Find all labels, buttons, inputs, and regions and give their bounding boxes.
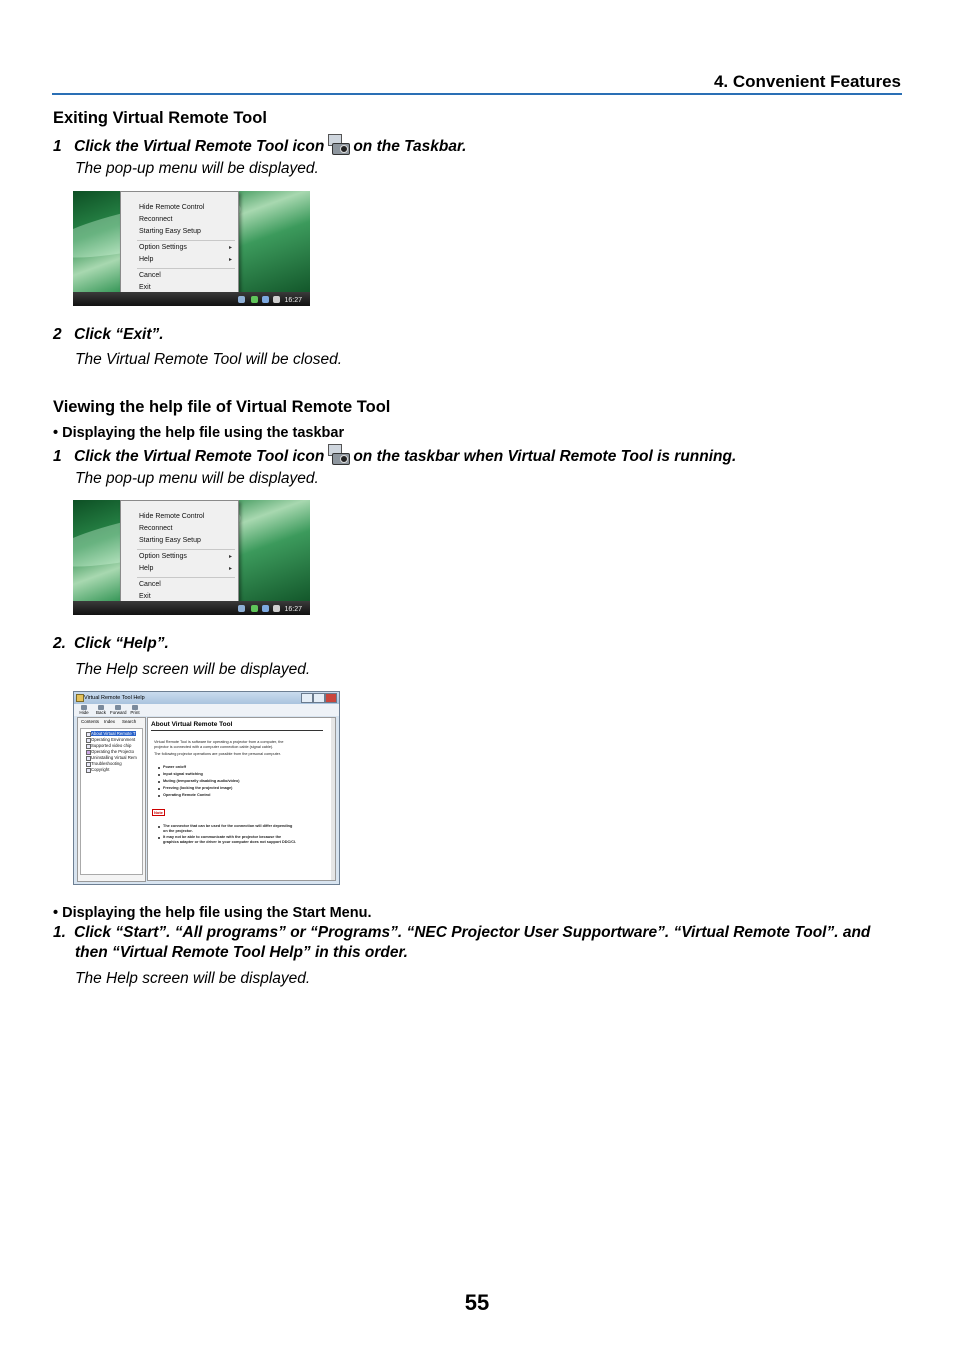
maximize-icon[interactable] [313, 693, 325, 703]
menu-item-starting-easy-setup[interactable]: Starting Easy Setup [139, 537, 201, 544]
exiting-step-1-result: The pop-up menu will be displayed. [75, 160, 319, 177]
help-note-item: on the projector. [163, 829, 193, 833]
tray-icon [251, 296, 258, 303]
forward-button[interactable]: Forward [110, 705, 126, 715]
menu-item-hide-remote-control[interactable]: Hide Remote Control [139, 204, 205, 211]
exiting-step-2 [53, 326, 164, 344]
hide-button[interactable]: Hide [76, 705, 92, 715]
tree-item[interactable]: Copyright [91, 767, 110, 772]
submenu-arrow-icon: ▸ [228, 566, 232, 572]
menu-item-help[interactable]: Help [139, 256, 154, 263]
taskbar [73, 601, 310, 615]
tree-item[interactable]: Supported video chip [91, 743, 132, 748]
help-navigation-pane [77, 717, 146, 882]
help-note-item: The connector that can be used for the connection will differ depending [163, 824, 293, 828]
speaker-icon [273, 605, 280, 612]
help-paragraph: projector is connected with a computer connection cable (signal cable). [154, 745, 274, 749]
speaker-icon [273, 296, 280, 303]
tray-icon [238, 605, 245, 612]
tray-icon [262, 605, 269, 612]
page-number: 55 [464, 1290, 490, 1315]
tab-contents[interactable]: Contents [81, 719, 100, 724]
scrollbar[interactable] [331, 718, 335, 880]
help-feature-item: Power on/off [163, 765, 186, 769]
step-number: 2 [53, 326, 62, 343]
bullet-start-menu: • Displaying the help file using the Start Menu. [53, 905, 372, 921]
help-app-icon [76, 694, 84, 702]
tab-search[interactable]: Search [122, 719, 137, 724]
step-text: Click “Exit”. [74, 326, 164, 343]
section-title: 4. Convenient Features [713, 72, 901, 91]
popup-menu [120, 191, 239, 293]
step-text-before: Click the Virtual Remote Tool icon [74, 138, 325, 155]
help-note-item: It may not be able to communicate with the projector because the [163, 835, 282, 839]
back-button[interactable]: Back [93, 705, 109, 715]
popup-menu-screenshot [73, 500, 310, 615]
help-paragraph: Virtual Remote Tool is software for operating a projector from a computer, the [154, 740, 284, 744]
step-text-after: on the Taskbar. [353, 138, 467, 155]
tree-item[interactable]: About Virtual Remote T [91, 731, 136, 736]
menu-item-cancel[interactable]: Cancel [139, 581, 161, 588]
help-feature-item: Input signal switching [163, 772, 203, 776]
help-content-pane [147, 717, 336, 881]
menu-item-starting-easy-setup[interactable]: Starting Easy Setup [139, 228, 201, 235]
help-window-screenshot [73, 691, 340, 885]
step-text-before: Click the Virtual Remote Tool icon [74, 448, 325, 465]
tree-item[interactable]: Troubleshooting [91, 761, 122, 766]
submenu-arrow-icon: ▸ [228, 257, 232, 263]
menu-item-help[interactable]: Help [139, 565, 154, 572]
help-content-title: About Virtual Remote Tool [151, 721, 233, 728]
close-icon[interactable] [325, 693, 337, 703]
exiting-step-1 [53, 134, 466, 156]
bullet-taskbar: • Displaying the help file using the taskbar [53, 425, 345, 441]
menu-item-reconnect[interactable]: Reconnect [139, 525, 173, 532]
viewing-step-2-result: The Help screen will be displayed. [75, 661, 311, 678]
help-feature-item: Freezing (locking the projected image) [163, 786, 233, 790]
tray-icon [238, 296, 245, 303]
clock: 16:27 [284, 297, 302, 304]
popup-menu [120, 500, 239, 602]
menu-item-cancel[interactable]: Cancel [139, 272, 161, 279]
clock: 16:27 [284, 606, 302, 613]
tray-icon [262, 296, 269, 303]
virtual-remote-tool-icon [326, 444, 350, 466]
tray-icon [251, 605, 258, 612]
step-text-after: on the taskbar when Virtual Remote Tool is running. [353, 448, 737, 465]
menu-item-exit[interactable]: Exit [139, 593, 151, 600]
exiting-heading: Exiting Virtual Remote Tool [53, 109, 267, 127]
tree-item[interactable]: Operating Environment [91, 737, 136, 742]
tab-index[interactable]: Index [104, 719, 116, 724]
tree-item[interactable]: Uninstalling Virtual Rem [91, 755, 137, 760]
help-feature-item: Muting (temporarily disabling audio/video) [163, 779, 240, 783]
note-label: Note [154, 810, 163, 815]
submenu-arrow-icon: ▸ [228, 554, 232, 560]
step-number: 1. [53, 924, 66, 941]
print-button[interactable]: Print [127, 705, 143, 715]
menu-item-hide-remote-control[interactable]: Hide Remote Control [139, 513, 205, 520]
popup-menu-screenshot [73, 191, 310, 306]
start-menu-step-1-result: The Help screen will be displayed. [75, 970, 311, 987]
tree-item[interactable]: Operating the Projecto [91, 749, 134, 754]
menu-item-option-settings[interactable]: Option Settings [139, 553, 187, 560]
step-text: Click “Start”. “All programs” or “Programs”. “NEC Projector User Supportware”. “Virtual Remote Tool”. and [74, 924, 871, 941]
viewing-step-1-result: The pop-up menu will be displayed. [75, 470, 319, 487]
viewing-step-2 [53, 635, 169, 653]
viewing-step-1 [53, 444, 736, 466]
virtual-remote-tool-icon [326, 134, 350, 156]
exiting-step-2-result: The Virtual Remote Tool will be closed. [75, 351, 343, 368]
help-contents-tree [80, 728, 143, 875]
step-number: 2. [53, 635, 66, 652]
step-number: 1 [53, 138, 62, 155]
header-rule [52, 93, 902, 95]
menu-item-reconnect[interactable]: Reconnect [139, 216, 173, 223]
start-menu-step-1 [53, 924, 870, 942]
menu-item-exit[interactable]: Exit [139, 284, 151, 291]
menu-item-option-settings[interactable]: Option Settings [139, 244, 187, 251]
help-paragraph: The following projector operations are possible from the personal computer. [154, 752, 281, 756]
help-window-titlebar [74, 692, 339, 704]
taskbar [73, 292, 310, 306]
help-note-item: graphics adapter or the driver in your computer does not support DDC/CI. [163, 840, 297, 844]
submenu-arrow-icon: ▸ [228, 245, 232, 251]
step-number: 1 [53, 448, 62, 465]
help-window-title: Virtual Remote Tool Help [84, 695, 145, 701]
step-text: Click “Help”. [74, 635, 169, 652]
viewing-heading: Viewing the help file of Virtual Remote Tool [53, 398, 391, 416]
start-menu-step-1-line2: then “Virtual Remote Tool Help” in this order. [75, 944, 408, 961]
help-feature-item: Operating Remote Control [163, 793, 211, 797]
help-toolbar [74, 704, 339, 716]
minimize-icon[interactable] [301, 693, 313, 703]
